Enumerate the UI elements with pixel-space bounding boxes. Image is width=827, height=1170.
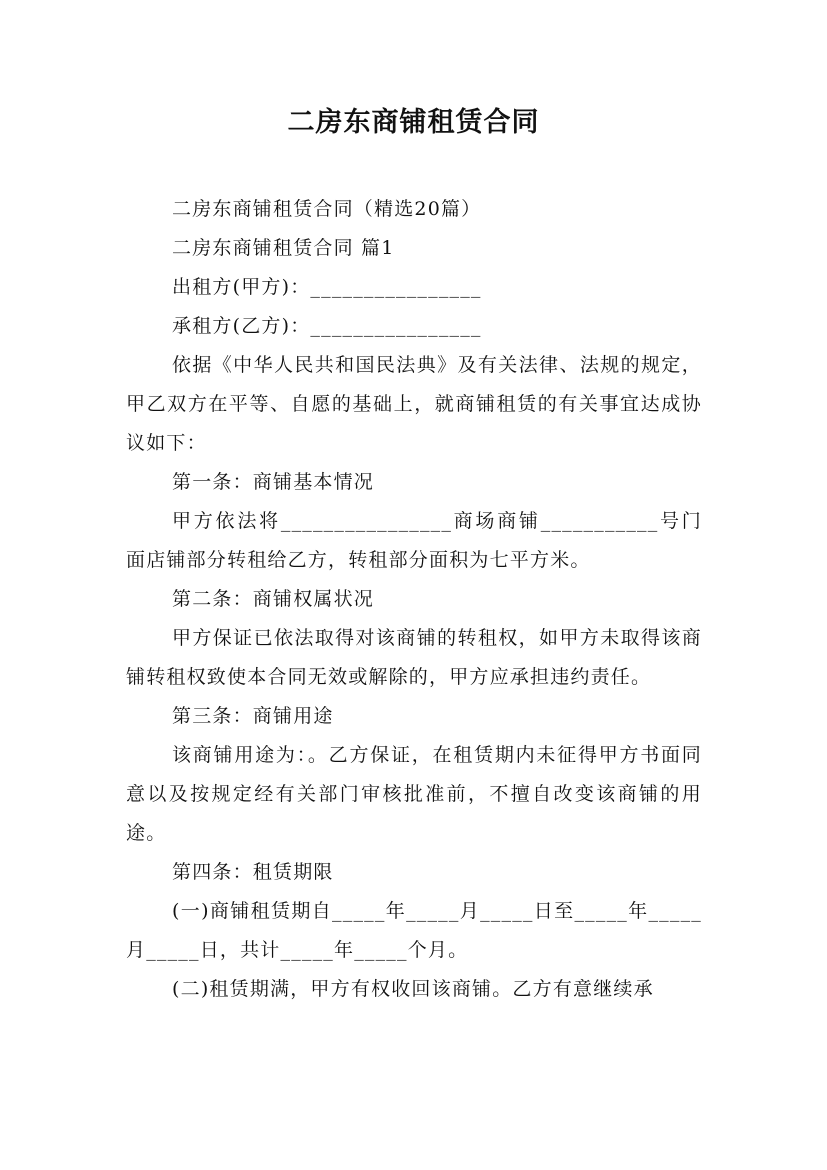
article-heading: 第二条：商铺权属状况 — [172, 588, 375, 610]
lessee-field: 承租方(乙方)：________________ — [172, 315, 482, 337]
article-heading: 第三条：商铺用途 — [172, 705, 334, 727]
lessor-field: 出租方(甲方)：________________ — [172, 276, 482, 298]
article-paragraph: 甲方依法将________________商场商铺___________号门面店铺部分转租给乙方，转租部分面积为七平方米。 — [126, 510, 702, 571]
article-heading: 第四条：租赁期限 — [172, 861, 334, 883]
document-body — [126, 190, 702, 1009]
article-paragraph: 甲方保证已依法取得对该商铺的转租权，如甲方未取得该商铺转租权致使本合同无效或解除的，甲方应承担违约责任。 — [126, 627, 702, 688]
document-title: 二房东商铺租赁合同 — [287, 107, 540, 138]
article-paragraph: (一)商铺租赁期自_____年_____月_____日至_____年_____月_____日，共计_____年_____个月。 — [126, 900, 702, 961]
preamble-paragraph: 依据《中华人民共和国民法典》及有关法律、法规的规定，甲乙双方在平等、自愿的基础上，就商铺租赁的有关事宜达成协议如下： — [126, 354, 702, 454]
article-paragraph: (二)租赁期满，甲方有权收回该商铺。乙方有意继续承 — [172, 978, 654, 1000]
section-heading: 二房东商铺租赁合同 篇1 — [172, 237, 395, 259]
document-subtitle: 二房东商铺租赁合同（精选20篇） — [172, 198, 482, 220]
article-paragraph: 该商铺用途为：。乙方保证，在租赁期内未征得甲方书面同意以及按规定经有关部门审核批准前，不擅自改变该商铺的用途。 — [126, 744, 702, 844]
article-heading: 第一条：商铺基本情况 — [172, 471, 375, 493]
